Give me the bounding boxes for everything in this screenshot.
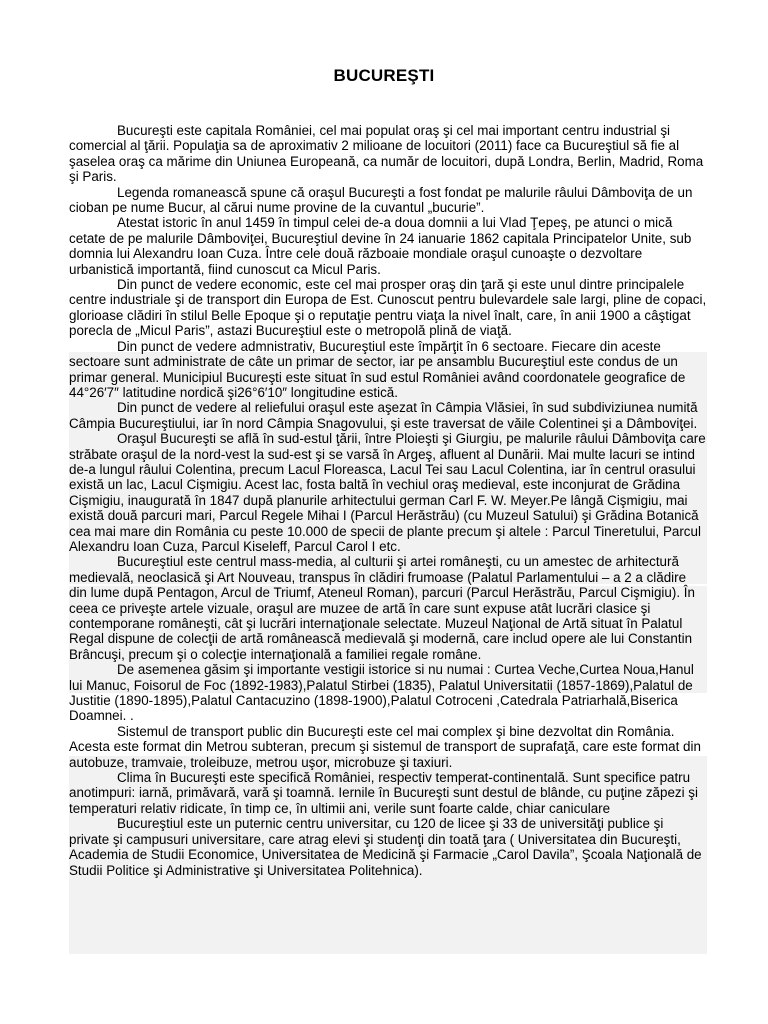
- paragraph-transport: Sistemul de transport public din Bucureşti este cel mai complex şi bine dezvoltat din România. Acesta este format din Metrou subteran, precum şi sistemul de transport de suprafaţă, care este format din autobuze, tramvaie, troleibuze, metrou uşor, microbuze şi taxiuri.: [69, 723, 701, 770]
- paragraph-administration: Din punct de vedere admnistrativ, Bucureştiul este împărţit în 6 sectoare. Fiecare din aceste sectoare sunt administrate de câte un primar de sector, iar pe ansamblu Bucureştiul este condus de un primar general. Municipiul Bucureşti este situat în sud estul României având coordonatele geografice de 44°26′7″ latitudine nordică şi26°6′10″ longitudine estică.: [69, 338, 686, 400]
- paragraph-geography: Oraşul Bucureşti se află în sud-estul ţării, între Ploieşti şi Giurgiu, pe malurile râului Dâmboviţa care străbate oraşul de la nord-vest la sud-est şi se varsă în Argeş, afluent al Dunării. Mai multe lacuri se intind de-a lungul râului Colentina, precum Lacul Floreasca, Lacul Tei sau Lacul Colentina, iar în centrul orasului există un lac, Lacul Cişmigiu. Acest lac, fosta baltă în vechiul oraş medieval, este inconjurat de Grădina Cişmigiu, inaugurată în 1847 după planurile arhitectului german Carl F. W. Meyer.Pe lângă Cişmigiu, mai există două parcuri mari, Parcul Regele Mihai I (Parcul Herăstrău) (cu Muzeul Satului) şi Grădina Botanică cea mai mare din România cu peste 10.000 de specii de plante precum şi altele : Parcul Tineretului, Parcul Alexandru Ioan Cuza, Parcul Kiseleff, Parcul Carol I etc.: [69, 431, 706, 554]
- paragraph-legend: Legenda romanească spune că oraşul Bucureşti a fost fondat pe malurile râului Dâmboviţa de un cioban pe nume Bucur, al cărui nume provine de la cuvantul „bucurie”.: [69, 184, 693, 216]
- paragraph-relief: Din punct de vedere al reliefului oraşul este aşezat în Câmpia Vlăsiei, în sud subdiviziunea numită Câmpia Bucureştiului, iar în nord Câmpia Snagovului, şi este traversat de văile Colentinei şi a Dâmboviţei.: [69, 400, 698, 431]
- paragraph-economy: Din punct de vedere economic, este cel mai prosper oraş din ţară şi este unul dintre principalele centre industriale şi de transport din Europa de Est. Cunoscut pentru bulevardele sale largi, pline de copaci, glorioase clădiri în stilul Belle Epoque şi o reputaţie pentru viaţa la nivel înalt, care, în anii 1900 a câştigat porecla de „Micul Paris”, astazi Bucureştiul este o metropolă plină de viaţă.: [69, 277, 707, 339]
- paragraph-history: Atestat istoric în anul 1459 în timpul celei de-a doua domnii a lui Vlad Ţepeş, pe atunci o mică cetate de pe malurile Dâmboviţei, Bucureştiul devine în 24 ianuarie 1862 capitala Principatelor Unite, sub domnia lui Alexandru Ioan Cuza. Între cele două războaie mondiale oraşul cunoaşte o dezvoltare urbanistică importantă, fiind cunoscut ca Micul Paris.: [69, 215, 692, 277]
- paragraph-culture: Bucureştiul este centrul mass-media, al culturii şi artei româneşti, cu un amestec de arhitectură medievală, neoclasică şi Art Nouveau, transpus în clădiri frumoase (Palatul Parlamentului – a 2 a clădire din lume după Pentagon, Arcul de Triumf, Ateneul Roman), parcuri (Parcul Herăstrău, Parcul Cişmigiu). În ceea ce priveşte artele vizuale, oraşul are muzee de artă în care sunt expuse atât lucrări clasice şi contemporane româneşti, cât şi lucrări internaţionale selectate. Muzeul Naţional de Artă situat în Palatul Regal dispune de colecţii de artă românească medievală şi modernă, care includ opere ale lui Constantin Brâncuşi, precum şi o colecţie internaţională a familiei regale române.: [69, 554, 695, 662]
- page-title: BUCUREŞTI: [333, 66, 435, 85]
- paragraph-climate: Clima în Bucureşti este specifică României, respectiv temperat-continentală. Sunt specifice patru anotimpuri: iarnă, primăvară, vară şi toamnă. Iernile în Bucureşti sunt destul de blânde, cu puţine zăpezi şi temperaturi relativ ridicate, în timp ce, în ultimii ani, verile sunt foarte calde, chiar caniculare: [69, 770, 698, 816]
- paragraph-universities: Bucureştiul este un puternic centru universitar, cu 120 de licee şi 33 de universităţi publice şi private şi campusuri universitare, care atrag elevi şi studenţi din toată ţara ( Universitatea din Bucureşti, Academia de Studii Economice, Universitatea de Medicină şi Farmacie „Carol Davila”, Şcoala Naţională de Studii Politice şi Administrative şi Universitatea Politehnica).: [69, 816, 702, 878]
- paragraph-monuments: De asemenea găsim şi importante vestigii istorice si nu numai : Curtea Veche,Curtea Noua,Hanul lui Manuc, Foisorul de Foc (1892-1983),Palatul Stirbei (1835), Palatul Universitatii (1857-1869),Palatul de Justitie (1890-1895),Palatul Cantacuzino (1898-1900),Palatul Cotroceni ,Catedrala Patriarhală,Biserica Doamnei. .: [69, 662, 694, 724]
- paragraph-capital: Bucureşti este capitala României, cel mai populat oraş şi cel mai important centru industrial şi comercial al ţării. Populaţia sa de aproximativ 2 milioane de locuitori (2011) face ca Bucureştiul să fie al şaselea oraş ca mărime din Uniunea Europeană, ca număr de locuitori, după Londra, Berlin, Madrid, Roma şi Paris.: [69, 123, 704, 185]
- document-body: [69, 123, 707, 878]
